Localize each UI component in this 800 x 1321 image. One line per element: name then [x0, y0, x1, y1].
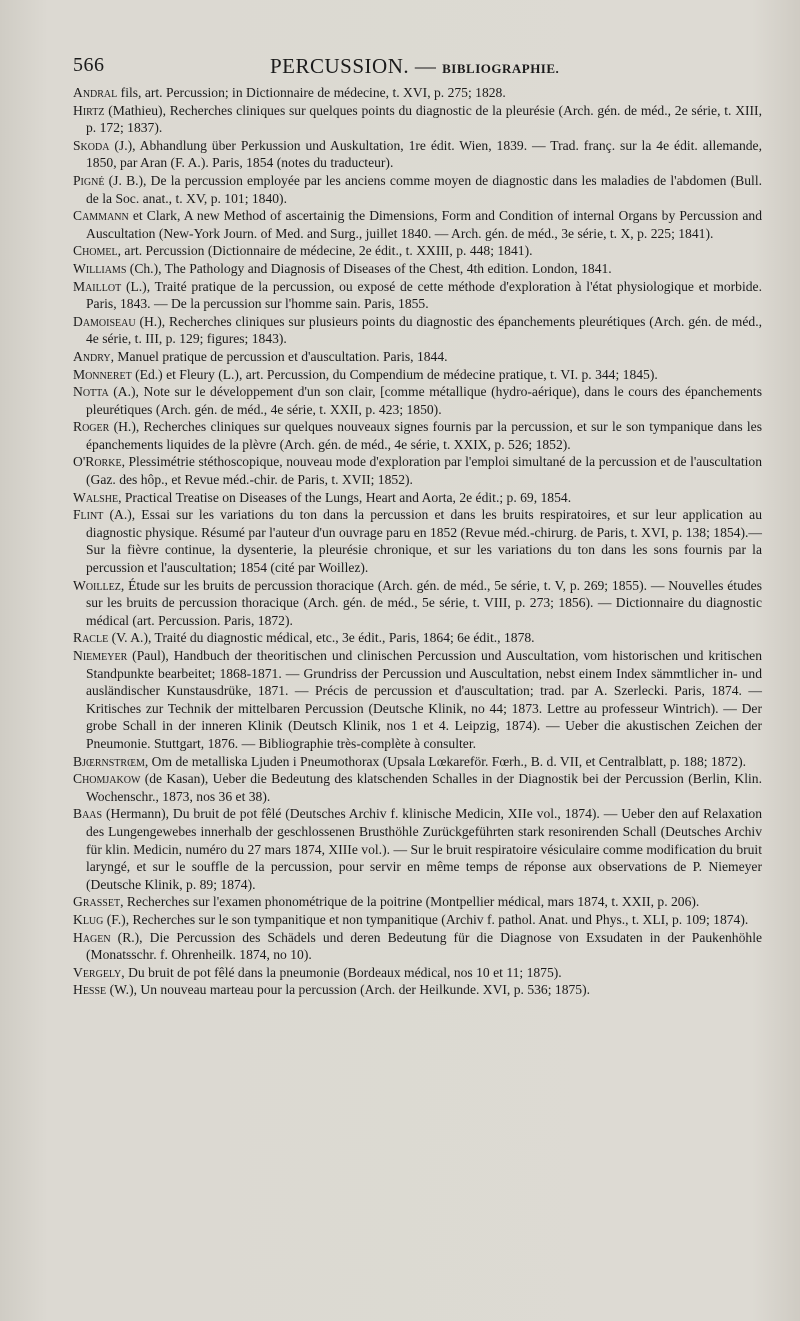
entry-author: Damoiseau — [73, 313, 136, 329]
bibliography-entry — [73, 893, 762, 911]
entry-text: , Du bruit de pot fêlé dans la pneumonie (Bordeaux médical, nos 10 et 11; 1875). — [121, 964, 562, 980]
bibliography-entry — [73, 981, 762, 999]
bibliography-entry — [73, 929, 762, 964]
entry-author: Niemeyer — [73, 648, 128, 663]
entry-author: O'Rorke — [73, 454, 122, 470]
bibliography-entry — [73, 383, 762, 418]
bibliography-entry — [73, 647, 762, 753]
entry-text: , Étude sur les bruits de percussion thoracique (Arch. gén. de méd., 5e série, t. V, p. 269; 1855). — Nouvelles études sur les bruits de percussion thoracique (Arch. gén. de méd., 5e série, t. VIII, p. 273; 1856). — Dictionnaire du diagnostic médical (art. Percussion. Paris, 1872). — [86, 577, 762, 628]
entry-text: , Recherches sur l'examen phonométrique de la poitrine (Montpellier médical, mars 1874, t. XXII, p. 206). — [120, 894, 700, 910]
entry-author: Notta — [73, 384, 109, 400]
title-subtitle: BIBLIOGRAPHIE. — [442, 61, 560, 76]
entry-text: (A.), Note sur le développement d'un son clair, [comme métallique (hydro-aérique), dans le cours des épanchements pleurétiques (Arch. gén. de méd., 4e série, t. XXII, p. 423; 1850). — [86, 384, 762, 417]
page-title — [270, 54, 559, 79]
entry-text: , art. Percussion (Dictionnaire de médecine, 2e édit., t. XXIII, p. 448; 1841). — [117, 243, 533, 259]
entry-author: Chomel — [73, 243, 118, 259]
entry-author: Flint — [73, 507, 104, 523]
entry-author: Skoda — [73, 137, 110, 153]
entry-author: Grasset — [73, 894, 121, 910]
bibliography-entry — [73, 753, 762, 771]
entry-author: Baas — [73, 806, 103, 822]
entry-author: Andry — [73, 348, 111, 364]
entry-text: (A.), Essai sur les variations du ton dans la percussion et dans les bruits respiratoires, et sur leur application au diagnostic physique. Résumé par l'auteur d'un ouvrage paru en 1852 (Revue méd.-chirurg. de Paris, t. XVI, p. 138; 1854).—Sur la fièvre continue, la dysenterie, la pleurésie chronique, et sur les variations du ton dans les sons fournis par la percussion et l'auscultation; 1854 (cité par Woillez). — [86, 507, 762, 576]
bibliography-entry — [73, 260, 762, 278]
bibliography-entry — [73, 172, 762, 207]
entry-author: Racle — [73, 630, 109, 646]
entry-text: , Manuel pratique de percussion et d'auscultation. Paris, 1844. — [110, 348, 448, 364]
bibliography-entry — [73, 313, 762, 348]
entry-text: (W.), Un nouveau marteau pour la percussion (Arch. der Heilkunde. XVI, p. 536; 1875). — [106, 982, 591, 998]
entry-text: (de Kasan), Ueber die Bedeutung des klatschenden Schalles in der Diagnostik bei der Percussion (Berlin, Klin. Wochenschr., 1873, nos 36 et 38). — [86, 771, 762, 804]
entry-author: Klug — [73, 911, 104, 927]
entry-text: (Ch.), The Pathology and Diagnosis of Diseases of the Chest, 4th edition. London, 1841. — [126, 260, 612, 276]
entry-author: Walshe — [73, 489, 119, 505]
bibliography-entry — [73, 278, 762, 313]
bibliography-entry — [73, 366, 762, 384]
entry-text: (L.), Traité pratique de la percussion, ou exposé de cette méthode d'exploration à l'état physiologique et morbide. Paris, 1843. — De la percussion sur l'homme sain. Paris, 1855. — [86, 278, 762, 312]
bibliography-entry — [73, 805, 762, 893]
bibliography-entry — [73, 242, 762, 260]
title-main: PERCUSSION. — — [270, 54, 437, 78]
entry-author: Maillot — [73, 278, 122, 294]
entry-text: fils, art. Percussion; in Dictionnaire de médecine, t. XVI, p. 275; 1828. — [117, 85, 506, 100]
entry-author: Williams — [73, 260, 127, 276]
entry-text: (H.), Recherches cliniques sur plusieurs points du diagnostic des épanchements pleurétiques (Arch. gén. de méd., 4e série, t. III, p. 129; figures; 1843). — [86, 313, 762, 347]
bibliography-entry — [73, 489, 762, 507]
entry-author: Roger — [73, 419, 110, 435]
bibliography-entry — [73, 207, 762, 242]
page-number: 566 — [73, 54, 105, 76]
bibliography-entry — [73, 964, 762, 982]
entry-text: (R.), Die Percussion des Schädels und deren Bedeutung für die Diagnose von Exsudaten in der Paukenhöhle (Monatsschr. f. Ohrenheilk. 1874, no 10). — [86, 929, 762, 963]
entry-author: Woillez — [73, 577, 121, 593]
entry-text: (J. B.), De la percussion employée par les anciens comme moyen de diagnostic dans les maladies de l'abdomen (Bull. de la Soc. anat., t. XV, p. 101; 1840). — [86, 172, 762, 206]
bibliography-entry — [73, 629, 762, 647]
bibliography-entry — [73, 453, 762, 488]
entry-text: (Mathieu), Recherches cliniques sur quelques points du diagnostic de la pleurésie (Arch. gén. de méd., 2e série, t. XIII, p. 172; 1837). — [86, 102, 762, 136]
entry-author: Pigné — [73, 172, 105, 188]
bibliography-entry — [73, 770, 762, 805]
entry-author: Chomjakow — [73, 771, 141, 787]
bibliography-entry — [73, 577, 762, 630]
entry-text: (Ed.) et Fleury (L.), art. Percussion, du Compendium de médecine pratique, t. VI. p. 344; 1845). — [131, 366, 658, 382]
entry-author: Hagen — [73, 929, 111, 945]
bibliography-entry — [73, 102, 762, 137]
entry-text: (J.), Abhandlung über Perkussion und Auskultation, 1re édit. Wien, 1839. — Trad. franç. sur la 4e édit. allemande, 1850, par Aran (F. A.). Paris, 1854 (notes du traducteur). — [86, 137, 762, 171]
entry-author: Hirtz — [73, 102, 105, 118]
bibliography-entry — [73, 137, 762, 172]
bibliography-entry — [73, 506, 762, 576]
bibliography-entry — [73, 418, 762, 453]
entry-author: Cammann — [73, 208, 129, 224]
entry-text: (V. A.), Traité du diagnostic médical, etc., 3e édit., Paris, 1864; 6e édit., 1878. — [108, 630, 535, 646]
entry-text: , Om de metalliska Ljuden i Pneumothorax (Upsala Lœkareför. Fœrh., B. d. VII, et Centralblatt, p. 188; 1872). — [144, 753, 747, 769]
entry-text: , Plessimétrie stéthoscopique, nouveau mode d'exploration par l'emploi simultané de la percussion et de l'auscultation (Gaz. des hôp., et Revue méd.-chir. de Paris, t. XVII; 1852). — [86, 454, 762, 488]
entry-author: Andral — [73, 85, 118, 100]
entry-text: (F.), Recherches sur le son tympanitique et non tympanitique (Archiv f. pathol. Anat. und Phys., t. XLI, p. 109; 1874). — [103, 911, 749, 927]
running-header — [73, 50, 762, 78]
entry-author: Bjœrnstrœm — [73, 753, 145, 769]
bibliography-list — [73, 84, 762, 999]
bibliography-entry — [73, 911, 762, 929]
entry-author: Hesse — [73, 982, 107, 998]
bibliography-entry — [73, 84, 762, 102]
entry-text: (Hermann), Du bruit de pot fêlé (Deutsches Archiv f. klinische Medicin, XIIe vol., 1874). — Ueber den auf Relaxation des Lungengewebes innerhalb der geschlossenen Brusthöhle Zurückgeführten stark resonirenden Schall (Deutsches Archiv für klin. Medicin, numéro du 27 mars 1874, XIIIe vol.). — Sur le bruit respiratoire vésiculaire comme modification du bruit laryngé, et sur le souffle de la percussion, pour servir en même temps de réponse aux observations de P. Niemeyer (Deutsche Klinik, p. 89; 1874). — [86, 806, 762, 892]
entry-author: Monneret — [73, 366, 132, 382]
bibliography-entry — [73, 348, 762, 366]
entry-author: Vergely — [73, 964, 122, 980]
entry-text: , Practical Treatise on Diseases of the Lungs, Heart and Aorta, 2e édit.; p. 69, 1854. — [118, 489, 572, 505]
entry-text: (H.), Recherches cliniques sur quelques nouveaux signes fournis par la percussion, et sur le son tympanique dans les épanchements liquides de la plèvre (Arch. gén. de méd., 4e série, t. XXIX, p. 526; 1852). — [86, 419, 762, 452]
entry-text: et Clark, A new Method of ascertainig the Dimensions, Form and Condition of internal Organs by Percussion and Auscultation (New-York Journ. of Med. and Surg., juillet 1840. — Arch. gén. de méd., 3e série, t. X, p. 225; 1841). — [86, 208, 762, 241]
entry-text: (Paul), Handbuch der theoritischen und clinischen Percussion und Auscultation, vom historischen und kritischen Standpunkte bearbeitet; 1868-1871. — Grundriss der Percussion und Auscultation, nebst einem Index sämmtlicher in- und ausländischer Kunstausdrüke, 1871. — Précis de percussion et d'auscultation; trad. par A. Szerlecki. Paris, 1874. — Kritisches zur Technik der mittelbaren Percussion (Deutsche Klinik, no 44; 1873. Lettre au professeur Wintrich). — Der grobe Schall in der inneren Klinik (Deutsch Klinik, nos 1 et 4. Leipzig, 1874). — Ueber die akustischen Zeichen der Pneumonie. Stuttgart, 1876. — Bibliographie très-complète à consulter. — [86, 648, 762, 751]
